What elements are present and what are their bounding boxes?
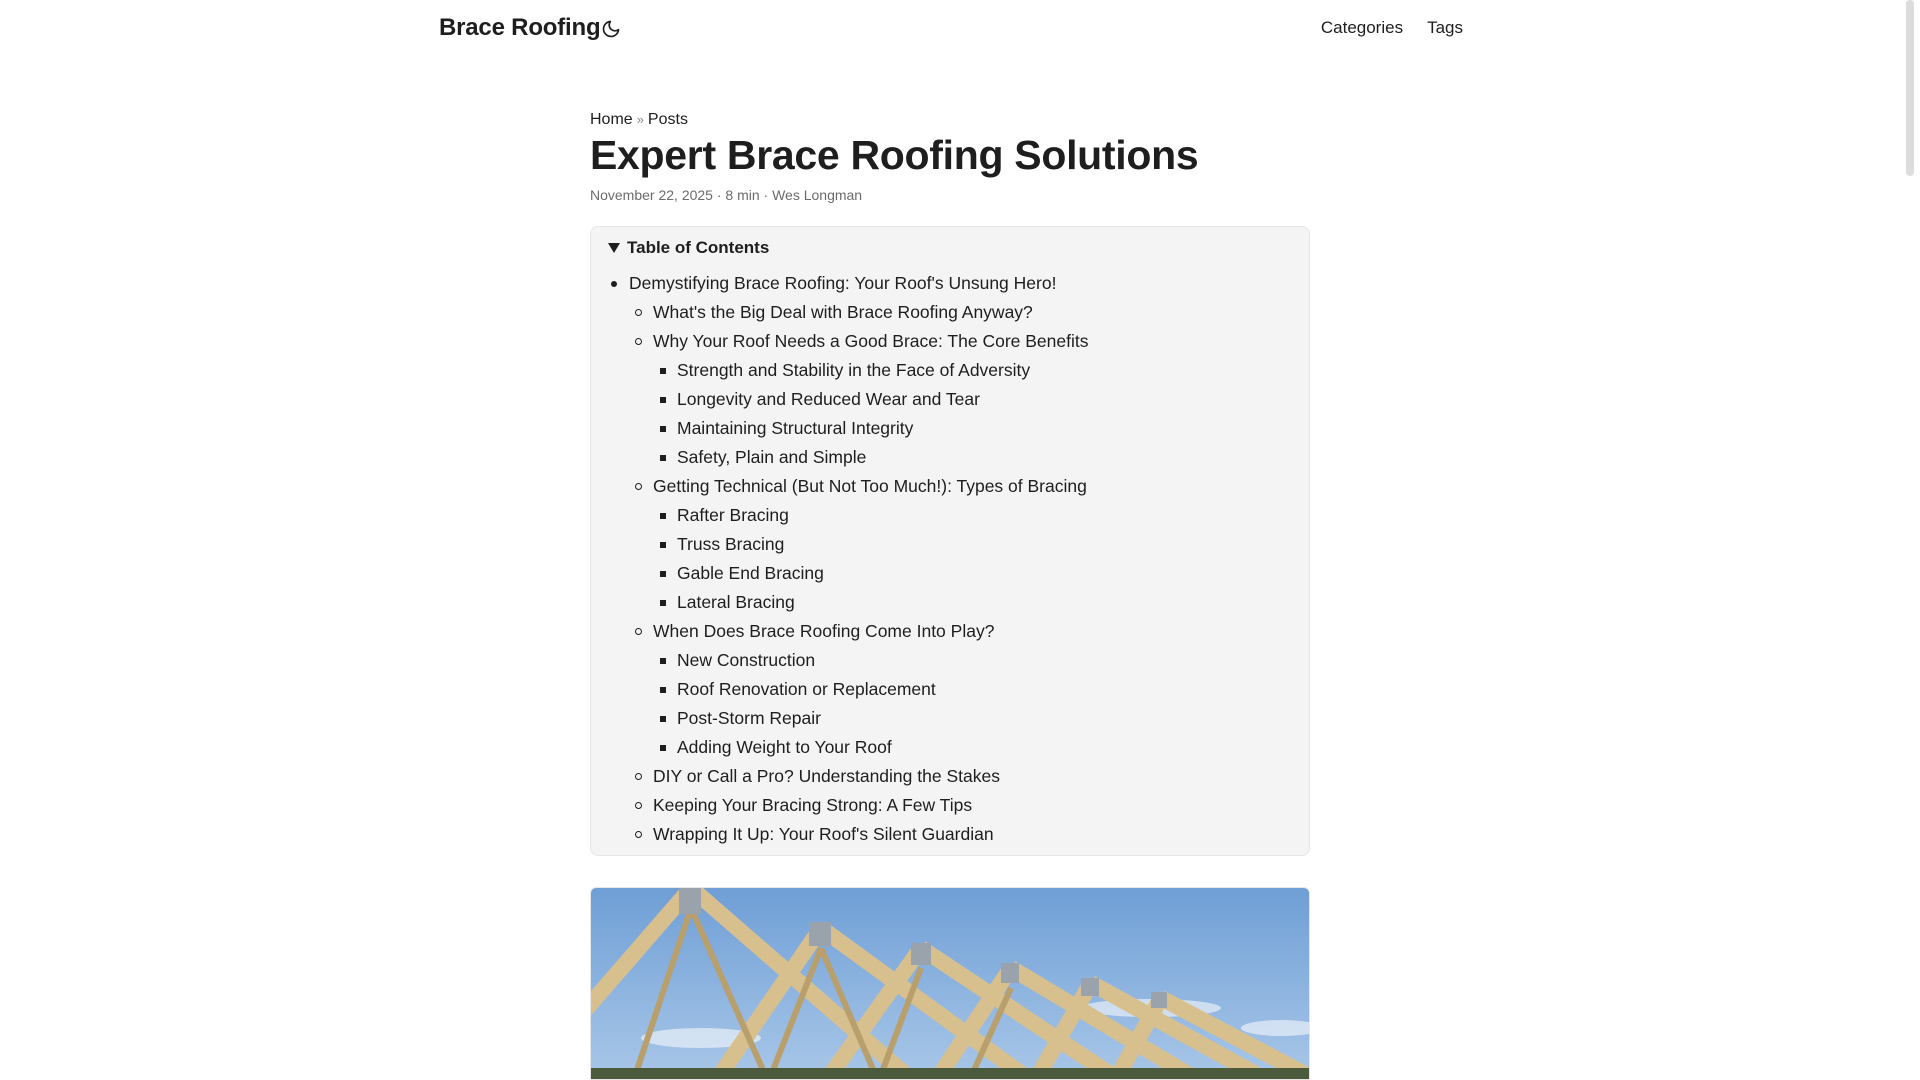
- toc-item: [591, 762, 1309, 791]
- nav-categories[interactable]: Categories: [1320, 18, 1404, 37]
- toc-link[interactable]: Getting Technical (But Not Too Much!): Types of Bracing: [653, 476, 1087, 496]
- toc-link[interactable]: Truss Bracing: [677, 534, 785, 554]
- toc-item: [591, 733, 1309, 762]
- toc-link[interactable]: Keeping Your Bracing Strong: A Few Tips: [653, 795, 973, 815]
- toc-item: [591, 704, 1309, 733]
- toc-link[interactable]: Longevity and Reduced Wear and Tear: [677, 389, 980, 409]
- toc-link[interactable]: Safety, Plain and Simple: [677, 447, 867, 467]
- toc-link[interactable]: Strength and Stability in the Face of Adversity: [677, 360, 1031, 380]
- toc-link[interactable]: When Does Brace Roofing Come Into Play?: [653, 621, 995, 641]
- nav-tags[interactable]: Tags: [1427, 18, 1463, 37]
- toc-link[interactable]: DIY or Call a Pro? Understanding the Stakes: [653, 766, 1000, 786]
- toc-item: [591, 269, 1309, 298]
- scrollbar[interactable]: [1900, 0, 1920, 1080]
- toc-toggle[interactable]: [608, 238, 769, 258]
- toc-list: [591, 269, 1309, 849]
- toc-link[interactable]: Demystifying Brace Roofing: Your Roof's Unsung Hero!: [629, 273, 1057, 293]
- site-header: [0, 0, 1900, 60]
- toc-link[interactable]: Why Your Roof Needs a Good Brace: The Core Benefits: [653, 331, 1089, 351]
- breadcrumb-posts[interactable]: Posts: [647, 111, 688, 128]
- toc-item: [591, 617, 1309, 646]
- breadcrumb: [590, 111, 688, 129]
- toc-item: [591, 472, 1309, 501]
- toc-item: [591, 385, 1309, 414]
- toc-link[interactable]: Post-Storm Repair: [677, 708, 821, 728]
- table-of-contents: [590, 226, 1310, 856]
- toc-item: [591, 356, 1309, 385]
- toc-title: Table of Contents: [627, 238, 770, 257]
- toc-link[interactable]: Wrapping It Up: Your Roof's Silent Guardian: [653, 824, 994, 844]
- toc-link[interactable]: Roof Renovation or Replacement: [677, 679, 936, 699]
- toc-item: [591, 414, 1309, 443]
- toc-item: [591, 820, 1309, 849]
- toc-link[interactable]: Gable End Bracing: [677, 563, 824, 583]
- toc-link[interactable]: Rafter Bracing: [677, 505, 789, 525]
- page-title: Expert Brace Roofing Solutions: [590, 132, 1199, 178]
- toc-item: [591, 675, 1309, 704]
- toc-item: [591, 559, 1309, 588]
- breadcrumb-home[interactable]: Home: [590, 111, 633, 128]
- breadcrumb-separator: »: [636, 112, 644, 127]
- toc-item: [591, 298, 1309, 327]
- main-nav: [1321, 18, 1463, 38]
- scrollbar-thumb[interactable]: [1906, 0, 1914, 176]
- toc-item: [591, 791, 1309, 820]
- toc-item: [591, 327, 1309, 356]
- toc-link[interactable]: Maintaining Structural Integrity: [677, 418, 914, 438]
- triangle-down-icon: [608, 243, 620, 253]
- roof-trusses-photo: [591, 888, 1310, 1080]
- moon-icon[interactable]: [601, 19, 621, 39]
- toc-item: [591, 530, 1309, 559]
- toc-link[interactable]: What's the Big Deal with Brace Roofing Anyway?: [653, 302, 1033, 322]
- toc-link[interactable]: New Construction: [677, 650, 816, 670]
- toc-link[interactable]: Lateral Bracing: [677, 592, 795, 612]
- toc-link[interactable]: Adding Weight to Your Roof: [677, 737, 892, 757]
- toc-item: [591, 588, 1309, 617]
- site-logo[interactable]: Brace Roofing: [439, 14, 601, 41]
- cover-image: [590, 887, 1310, 1080]
- post-meta: November 22, 2025 · 8 min · Wes Longman: [590, 187, 863, 203]
- toc-item: [591, 501, 1309, 530]
- toc-item: [591, 646, 1309, 675]
- toc-item: [591, 443, 1309, 472]
